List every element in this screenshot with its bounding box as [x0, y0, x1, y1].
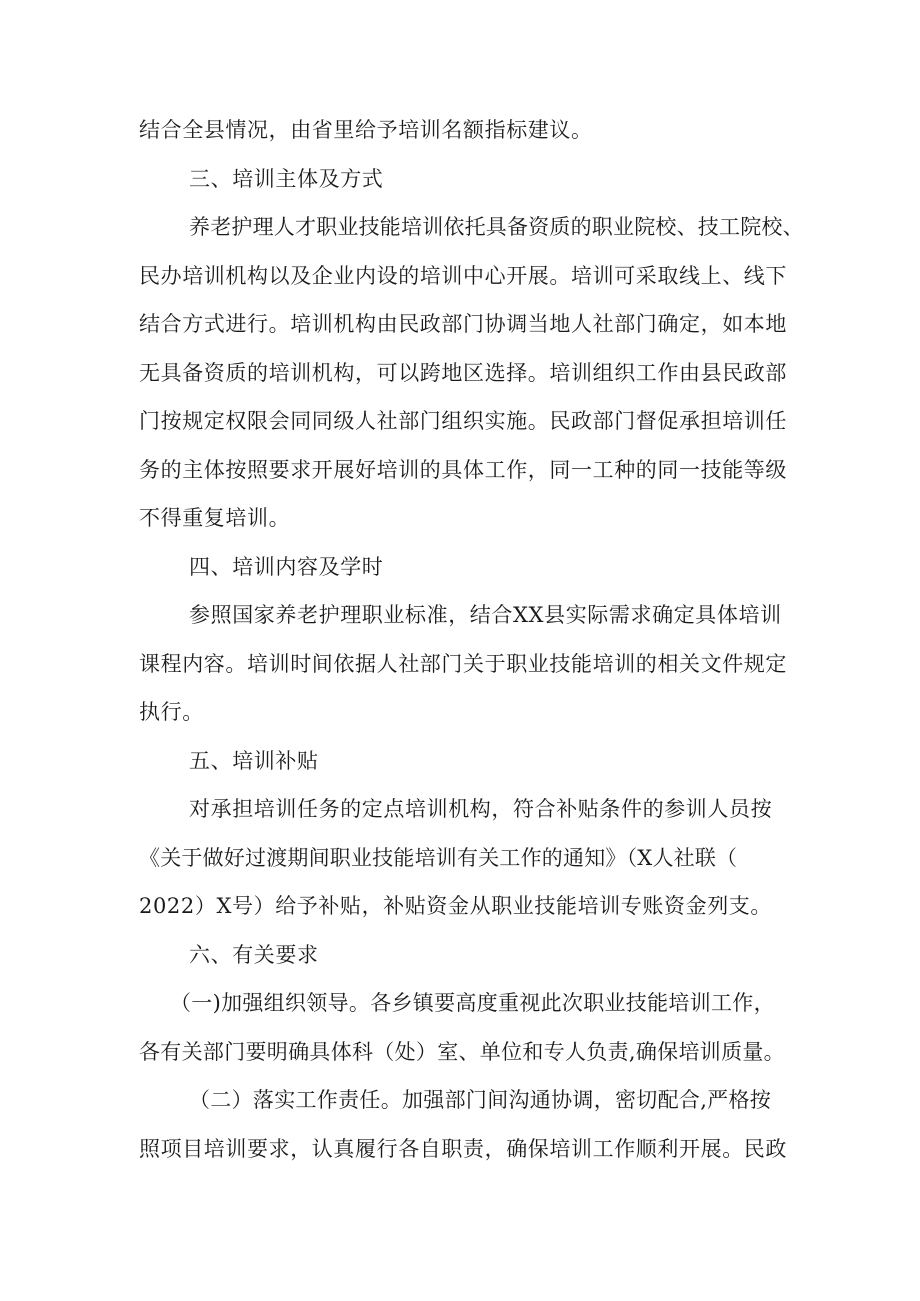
- body-paragraph-line: 照项目培训要求，认真履行各自职责，确保培训工作顺利开展。民政: [139, 1137, 787, 1161]
- body-paragraph-line: 对承担培训任务的定点培训机构，符合补贴条件的参训人员按: [189, 797, 773, 821]
- section-heading-3: 三、培训主体及方式: [189, 167, 384, 191]
- body-paragraph-line: 民办培训机构以及企业内设的培训中心开展。培训可采取线上、线下: [139, 264, 787, 288]
- body-paragraph-line: （二）落实工作责任。加强部门间沟通协调，密切配合,严格按: [189, 1088, 772, 1112]
- body-paragraph-line: 养老护理人才职业技能培训依托具备资质的职业院校、技工院校、: [189, 215, 804, 239]
- body-paragraph-line: 参照国家养老护理职业标准，结合XX县实际需求确定具体培训: [189, 603, 782, 627]
- body-paragraph-line: 2022）X号）给予补贴，补贴资金从职业技能培训专账资金列支。: [139, 894, 772, 918]
- body-paragraph-line: 课程内容。培训时间依据人社部门关于职业技能培训的相关文件规定: [139, 652, 787, 676]
- body-paragraph-line: 结合全县情况，由省里给予培训名额指标建议。: [139, 118, 593, 142]
- section-heading-4: 四、培训内容及学时: [189, 555, 384, 579]
- section-heading-6: 六、有关要求: [189, 943, 319, 967]
- body-paragraph-line: 不得重复培训。: [139, 506, 291, 530]
- body-paragraph-line: 门按规定权限会同同级人社部门组织实施。民政部门督促承担培训任: [139, 409, 787, 433]
- body-paragraph-line: 执行。: [139, 700, 204, 724]
- body-paragraph-line: 结合方式进行。培训机构由民政部门协调当地人社部门确定，如本地: [139, 312, 787, 336]
- section-heading-5: 五、培训补贴: [189, 749, 319, 773]
- body-paragraph-line: （一)加强组织领导。各乡镇要高度重视此次职业技能培训工作，: [170, 991, 775, 1015]
- body-paragraph-line: 无具备资质的培训机构，可以跨地区选择。培训组织工作由县民政部: [139, 361, 787, 385]
- body-paragraph-line: 务的主体按照要求开展好培训的具体工作，同一工种的同一技能等级: [139, 458, 787, 482]
- body-paragraph-line: 各有关部门要明确具体科（处）室、单位和专人负责,确保培训质量。: [139, 1040, 785, 1064]
- body-paragraph-line: 《关于做好过渡期间职业技能培训有关工作的通知》（X人社联（: [139, 846, 738, 870]
